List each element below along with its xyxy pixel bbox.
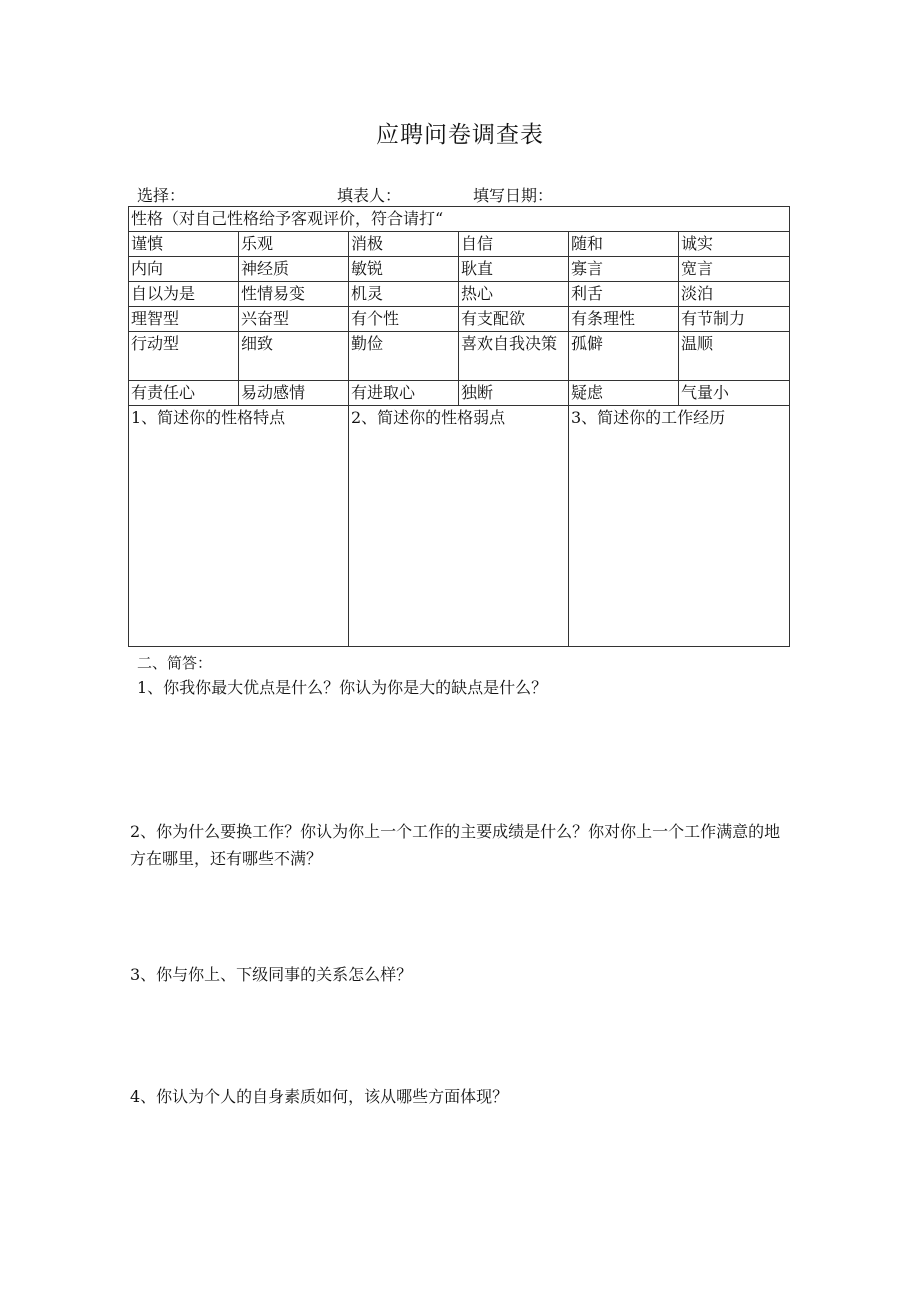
- question-4: 4、你认为个人的自身素质如何，该从哪些方面体现？: [130, 1087, 509, 1106]
- trait-cell[interactable]: 消极: [349, 232, 459, 257]
- table-row: [129, 381, 790, 406]
- table-row: [129, 232, 790, 257]
- trait-cell[interactable]: 耿直: [459, 257, 569, 282]
- table-row: [129, 282, 790, 307]
- personality-weakness-answer[interactable]: [349, 406, 569, 647]
- trait-cell[interactable]: 有个性: [349, 307, 459, 332]
- table-row: [129, 307, 790, 332]
- trait-cell[interactable]: 行动型: [129, 332, 239, 381]
- trait-cell[interactable]: 细致: [239, 332, 349, 381]
- trait-cell[interactable]: 利舌: [569, 282, 679, 307]
- table-row: [129, 257, 790, 282]
- short-answer-heading: 二、简答：: [137, 654, 213, 672]
- trait-cell[interactable]: 诚实: [679, 232, 790, 257]
- personality-header: 性格（对自己性格给予客观评价，符合请打“: [129, 207, 790, 232]
- trait-cell[interactable]: 性情易变: [239, 282, 349, 307]
- personality-weakness-prompt: 2、简述你的性格弱点: [351, 408, 506, 427]
- select-label: 选择：: [137, 186, 186, 205]
- question-2: 2、你为什么要换工作？你认为你上一个工作的主要成绩是什么？你对你上一个工作满意的地方在哪里，还有哪些不满？: [130, 822, 781, 868]
- trait-cell[interactable]: 有责任心: [129, 381, 239, 406]
- trait-cell[interactable]: 易动感情: [239, 381, 349, 406]
- trait-cell[interactable]: 乐观: [239, 232, 349, 257]
- trait-cell[interactable]: 有支配欲: [459, 307, 569, 332]
- trait-cell[interactable]: 寡言: [569, 257, 679, 282]
- trait-cell[interactable]: 独断: [459, 381, 569, 406]
- personality-traits-answer[interactable]: [129, 406, 349, 647]
- trait-cell[interactable]: 有进取心: [349, 381, 459, 406]
- filler-label: 填表人：: [337, 186, 402, 205]
- table-row: [129, 332, 790, 381]
- trait-cell[interactable]: 有节制力: [679, 307, 790, 332]
- trait-cell[interactable]: 勤俭: [349, 332, 459, 381]
- trait-cell[interactable]: 淡泊: [679, 282, 790, 307]
- trait-cell[interactable]: 有条理性: [569, 307, 679, 332]
- trait-cell[interactable]: 热心: [459, 282, 569, 307]
- trait-cell[interactable]: 兴奋型: [239, 307, 349, 332]
- trait-cell[interactable]: 理智型: [129, 307, 239, 332]
- trait-cell[interactable]: 随和: [569, 232, 679, 257]
- trait-cell[interactable]: 宽言: [679, 257, 790, 282]
- trait-cell[interactable]: 神经质: [239, 257, 349, 282]
- question-1: 1、你我你最大优点是什么？你认为你是大的缺点是什么？: [137, 678, 548, 697]
- trait-cell[interactable]: 谨慎: [129, 232, 239, 257]
- trait-cell[interactable]: 气量小: [679, 381, 790, 406]
- trait-cell[interactable]: 自以为是: [129, 282, 239, 307]
- personality-table: [128, 206, 790, 647]
- question-3: 3、你与你上、下级同事的关系怎么样？: [130, 965, 413, 984]
- trait-cell[interactable]: 疑虑: [569, 381, 679, 406]
- trait-cell[interactable]: 温顺: [679, 332, 790, 381]
- trait-cell[interactable]: 敏锐: [349, 257, 459, 282]
- work-history-answer[interactable]: [569, 406, 790, 647]
- work-history-prompt: 3、简述你的工作经历: [571, 408, 726, 427]
- trait-cell[interactable]: 自信: [459, 232, 569, 257]
- personality-traits-prompt: 1、简述你的性格特点: [131, 408, 286, 427]
- trait-cell[interactable]: 内向: [129, 257, 239, 282]
- document-title: 应聘问卷调查表: [376, 122, 544, 148]
- trait-cell[interactable]: 孤僻: [569, 332, 679, 381]
- date-label: 填写日期：: [473, 186, 554, 205]
- trait-cell[interactable]: 喜欢自我决策: [459, 332, 569, 381]
- trait-cell[interactable]: 机灵: [349, 282, 459, 307]
